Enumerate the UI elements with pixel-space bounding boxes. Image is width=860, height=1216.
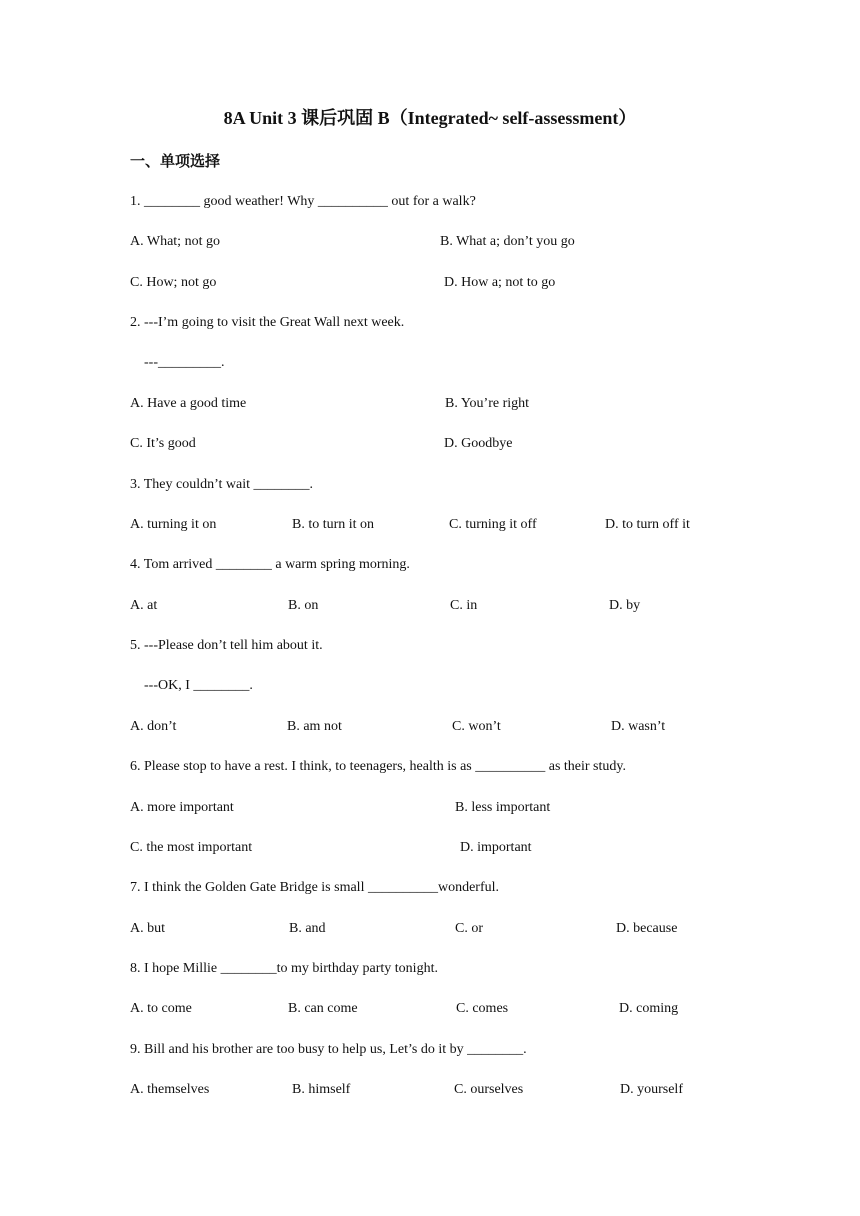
question-8-option-d: D. coming	[619, 1001, 679, 1016]
question-6-option-b: B. less important	[455, 800, 551, 815]
question-8-option-b: B. can come	[288, 1001, 358, 1016]
question-8-stem: 8. I hope Millie ________to my birthday party tonight.	[130, 961, 438, 976]
question-1-stem: 1. ________ good weather! Why __________ out for a walk?	[130, 194, 476, 209]
question-9-option-d: D. yourself	[620, 1082, 683, 1097]
question-2-option-c: C. It’s good	[130, 436, 196, 451]
question-9-option-a: A. themselves	[130, 1082, 210, 1097]
section-heading: 一、单项选择	[130, 152, 221, 170]
document-title: 8A Unit 3 课后巩固 B（Integrated~ self-assessment）	[223, 108, 637, 128]
question-7-option-c: C. or	[455, 921, 483, 936]
question-5-response: ---OK, I ________.	[144, 678, 253, 693]
question-6-option-d: D. important	[460, 840, 532, 855]
question-7-option-b: B. and	[289, 921, 326, 936]
question-5-option-c: C. won’t	[452, 719, 501, 734]
question-9-option-b: B. himself	[292, 1082, 351, 1097]
question-5-stem: 5. ---Please don’t tell him about it.	[130, 638, 323, 653]
question-2-stem: 2. ---I’m going to visit the Great Wall next week.	[130, 315, 405, 330]
question-8-option-c: C. comes	[456, 1001, 509, 1016]
question-1-option-d: D. How a; not to go	[444, 275, 556, 290]
question-3-option-a: A. turning it on	[130, 517, 217, 532]
question-6-option-a: A. more important	[130, 800, 234, 815]
question-6-stem: 6. Please stop to have a rest. I think, to teenagers, health is as __________ as their study.	[130, 759, 626, 774]
question-5-option-a: A. don’t	[130, 719, 177, 734]
question-3-option-d: D. to turn off it	[605, 517, 690, 532]
question-4-option-b: B. on	[288, 598, 319, 613]
question-2-option-a: A. Have a good time	[130, 396, 247, 411]
question-1-option-a: A. What; not go	[130, 234, 220, 249]
question-5-option-d: D. wasn’t	[611, 719, 666, 734]
question-4-option-a: A. at	[130, 598, 158, 613]
question-4-option-d: D. by	[609, 598, 641, 613]
question-7-option-a: A. but	[130, 921, 165, 936]
question-6-option-c: C. the most important	[130, 840, 253, 855]
question-1-option-b: B. What a; don’t you go	[440, 234, 575, 249]
question-8-option-a: A. to come	[130, 1001, 192, 1016]
question-4-option-c: C. in	[450, 598, 478, 613]
question-2-response: ---_________.	[144, 355, 225, 370]
question-7-stem: 7. I think the Golden Gate Bridge is small __________wonderful.	[130, 880, 499, 895]
question-2-option-d: D. Goodbye	[444, 436, 513, 451]
question-3-option-b: B. to turn it on	[292, 517, 375, 532]
question-3-stem: 3. They couldn’t wait ________.	[130, 477, 314, 492]
question-7-option-d: D. because	[616, 921, 678, 936]
question-3-option-c: C. turning it off	[449, 517, 537, 532]
question-2-option-b: B. You’re right	[445, 396, 530, 411]
question-9-option-c: C. ourselves	[454, 1082, 524, 1097]
question-4-stem: 4. Tom arrived ________ a warm spring morning.	[130, 557, 410, 572]
question-1-option-c: C. How; not go	[130, 275, 217, 290]
question-9-stem: 9. Bill and his brother are too busy to help us, Let’s do it by ________.	[130, 1042, 527, 1057]
question-5-option-b: B. am not	[287, 719, 342, 734]
